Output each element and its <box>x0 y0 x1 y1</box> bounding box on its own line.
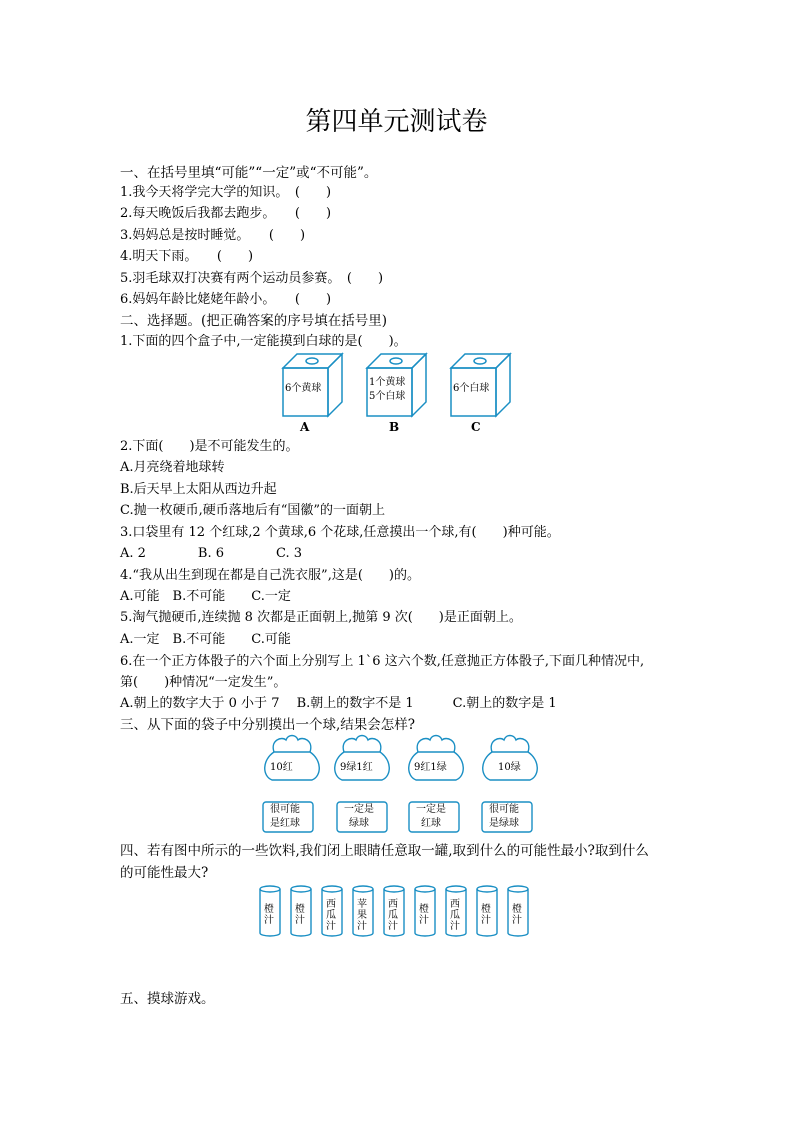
s2-q4: 4.“我从出生到现在都是自己洗衣服”,这是( )的。 <box>120 568 420 583</box>
card-3-line-1: 一定是 <box>416 804 446 815</box>
s2-q2-option-c: C.抛一枚硬币,硬币落地后有“国徽”的一面朝上 <box>120 503 386 518</box>
card-4-line-1: 很可能 <box>489 804 519 815</box>
card-4-line-2: 是绿球 <box>489 818 519 829</box>
section-3-heading: 三、从下面的袋子中分别摸出一个球,结果会怎样? <box>120 717 416 733</box>
can-7-char-2: 瓜 <box>450 909 460 921</box>
bag-1-label: 10红 <box>270 762 293 773</box>
can-6-char-1: 橙 <box>419 904 429 915</box>
can-4-char-3: 汁 <box>357 920 367 932</box>
s2-q2-option-a: A.月亮绕着地球转 <box>120 460 225 475</box>
can-5-char-2: 瓜 <box>388 909 398 921</box>
can-4-char-2: 果 <box>357 909 367 921</box>
s2-q5: 5.淘气抛硬币,连续抛 8 次都是正面朝上,抛第 9 次( )是正面朝上。 <box>120 610 522 625</box>
can-3-char-1: 西 <box>326 898 336 910</box>
can-7-char-1: 西 <box>450 898 460 910</box>
s1-item-5: 5.羽毛球双打决赛有两个运动员参赛。 ( ) <box>120 271 384 286</box>
s1-item-3: 3.妈妈总是按时睡觉。 ( ) <box>120 228 306 243</box>
s1-item-6: 6.妈妈年龄比姥姥年龄小。 ( ) <box>120 292 332 307</box>
page-title: 第四单元测试卷 <box>305 107 488 137</box>
s2-q3: 3.口袋里有 12 个红球,2 个黄球,6 个花球,任意摸出一个球,有( )种可能。 <box>120 525 560 540</box>
section-5-heading: 五、摸球游戏。 <box>120 991 215 1007</box>
box-b-label: B <box>389 420 400 434</box>
card-1-line-2: 是红球 <box>270 818 300 829</box>
s2-q6-line-2: 第( )种情况“一定发生”。 <box>120 675 287 690</box>
box-c-text: 6个白球 <box>453 383 490 394</box>
can-3-char-2: 瓜 <box>326 909 336 921</box>
s2-q6-options: A.朝上的数字大于 0 小于 7 B.朝上的数字不是 1 C.朝上的数字是 1 <box>120 696 557 711</box>
can-8-char-2: 汁 <box>481 915 491 926</box>
card-3-line-2: 红球 <box>421 818 441 829</box>
s2-q2-option-b: B.后天早上太阳从西边升起 <box>120 482 277 497</box>
bag-2-label: 9绿1红 <box>340 762 373 773</box>
can-8-char-1: 橙 <box>481 904 491 915</box>
bag-4-label: 10绿 <box>498 762 521 773</box>
section-1-heading: 一、在括号里填“可能”“一定”或“不可能”。 <box>120 165 378 181</box>
box-b-text-2: 5个白球 <box>369 391 406 402</box>
card-1-line-1: 很可能 <box>270 804 300 815</box>
s2-q6-line-1: 6.在一个正方体骰子的六个面上分别写上 1`6 这六个数,任意抛正方体骰子,下面几种情况中, <box>120 654 645 669</box>
s2-q4-options: A.可能 B.不可能 C.一定 <box>120 589 291 604</box>
can-4-char-1: 苹 <box>357 898 367 910</box>
can-3-char-3: 汁 <box>326 920 336 932</box>
s1-item-2: 2.每天晚饭后我都去跑步。 ( ) <box>120 206 332 221</box>
box-a-text: 6个黄球 <box>285 383 322 394</box>
can-1-char-1: 橙 <box>264 904 274 915</box>
box-c-label: C <box>471 420 481 434</box>
section-4-heading-line-2: 的可能性最大? <box>120 865 209 881</box>
s2-q2: 2.下面( )是不可能发生的。 <box>120 439 299 454</box>
box-b-text-1: 1个黄球 <box>369 377 406 388</box>
card-2-line-1: 一定是 <box>344 804 374 815</box>
can-5-char-1: 西 <box>388 898 398 910</box>
s2-q5-options: A.一定 B.不可能 C.可能 <box>120 632 291 647</box>
bag-3-label: 9红1绿 <box>414 762 447 773</box>
section-2-heading: 二、选择题。(把正确答案的序号填在括号里) <box>120 313 388 329</box>
can-9-char-2: 汁 <box>512 915 522 926</box>
can-6-char-2: 汁 <box>419 915 429 926</box>
s2-q3-options: A. 2 B. 6 C. 3 <box>120 546 303 561</box>
can-5-char-3: 汁 <box>388 920 398 932</box>
section-4-heading-line-1: 四、若有图中所示的一些饮料,我们闭上眼睛任意取一罐,取到什么的可能性最小?取到什么 <box>120 843 649 859</box>
s1-item-1: 1.我今天将学完大学的知识。 ( ) <box>120 185 332 200</box>
can-1-char-2: 汁 <box>264 915 274 926</box>
box-a-label: A <box>300 420 310 434</box>
card-2-line-2: 绿球 <box>349 818 369 829</box>
can-2-char-1: 橙 <box>295 904 305 915</box>
s2-q1: 1.下面的四个盒子中,一定能摸到白球的是( )。 <box>120 334 407 349</box>
s1-item-4: 4.明天下雨。 ( ) <box>120 249 254 264</box>
can-9-char-1: 橙 <box>512 904 522 915</box>
can-7-char-3: 汁 <box>450 920 460 932</box>
can-2-char-2: 汁 <box>295 915 305 926</box>
